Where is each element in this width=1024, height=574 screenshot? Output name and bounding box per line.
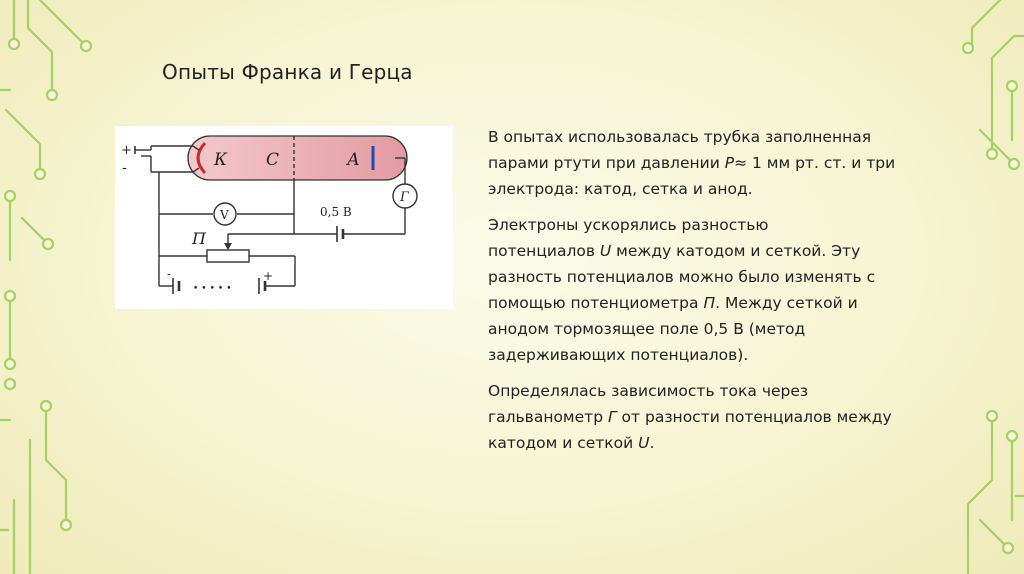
variable-p: P — [724, 154, 735, 172]
text-run: потенциалов — [488, 242, 600, 260]
text-line: задерживающих потенциалов). — [488, 346, 749, 364]
text-line — [488, 238, 958, 264]
label-anode: А — [347, 150, 360, 170]
text-run: от разности потенциалов между — [616, 408, 892, 426]
text-run: ≈ 1 мм рт. ст. и три — [734, 154, 896, 172]
variable-g: Г — [607, 408, 617, 426]
label-cathode: К — [214, 150, 228, 170]
label-galvanometer: Г — [400, 190, 409, 205]
text-line — [488, 290, 958, 316]
variable-u: U — [638, 434, 650, 452]
potentiometer-resistor — [207, 250, 249, 262]
text-line: разность потенциалов можно было изменять с — [488, 268, 876, 286]
paragraph-1 — [488, 124, 958, 202]
text-line: В опытах использовалась трубка заполненная — [488, 128, 872, 146]
text-line — [488, 430, 958, 456]
text-run: парами ртути при давлении — [488, 154, 725, 172]
paragraph-3 — [488, 378, 958, 456]
label-minus-bottom: - — [167, 267, 172, 281]
text-line: Электроны ускорялись разностью — [488, 216, 769, 234]
text-run: между катодом и сеткой. Эту — [611, 242, 861, 260]
paragraph-2 — [488, 212, 958, 368]
text-line — [488, 150, 958, 176]
variable-p-potentiometer: П — [703, 294, 716, 312]
label-grid: С — [266, 150, 280, 170]
text-run: . — [649, 434, 655, 452]
text-line: электрода: катод, сетка и анод. — [488, 180, 753, 198]
description-text — [488, 124, 958, 466]
label-minus-top: - — [122, 160, 127, 176]
label-dots: ••••• — [193, 284, 235, 294]
text-line: анодом тормозящее поле 0,5 В (метод — [488, 320, 806, 338]
label-voltmeter: V — [220, 208, 229, 222]
text-line: Определялась зависимость тока через — [488, 382, 809, 400]
label-voltage: 0,5 В — [320, 205, 352, 219]
text-run: помощью потенциометра — [488, 294, 704, 312]
franck-hertz-circuit-diagram — [115, 126, 453, 309]
label-potentiometer: П — [192, 229, 206, 248]
text-run: гальванометр — [488, 408, 608, 426]
slide-title: Опыты Франка и Герца — [162, 60, 413, 84]
variable-u: U — [599, 242, 612, 260]
text-run: катодом и сеткой — [488, 434, 639, 452]
text-run: . Между сеткой и — [715, 294, 858, 312]
slider-arrow — [224, 243, 232, 250]
text-line — [488, 404, 958, 430]
label-plus-bottom: + — [263, 269, 274, 283]
label-plus-top: + — [121, 143, 132, 158]
